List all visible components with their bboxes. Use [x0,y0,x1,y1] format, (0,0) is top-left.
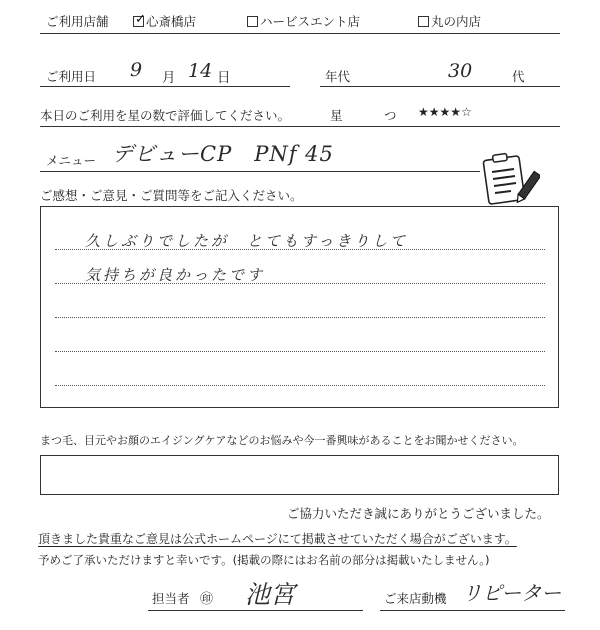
day-unit: 日 [217,70,231,86]
comments-prompt: ご感想・ご意見・ご質問等をご記入ください。 [40,188,303,203]
comment-dotted-line [55,249,545,250]
store-option-label: 丸の内店 [431,14,482,29]
comment-line-2: 気持ちが良かったです [85,266,266,284]
visit-date-label: ご利用日 [46,69,97,84]
store-label: ご利用店舗 [46,14,109,29]
thanks-text: ご協力いただき誠にありがとうございました。 [287,506,550,521]
visit-month-value: 9 [130,59,143,81]
divider [40,171,480,172]
staff-name-value: 池宮 [245,580,296,609]
divider [148,610,363,611]
star-filled-icon[interactable]: ★ [450,105,462,119]
menu-label: メニュー [46,153,97,168]
age-label: 年代 [325,69,351,84]
star-filled-icon[interactable]: ★ [418,105,429,119]
motive-value: リピーター [462,581,562,605]
checkbox[interactable] [247,16,258,27]
star-empty-icon[interactable]: ☆ [461,105,472,119]
star-filled-icon[interactable]: ★ [439,105,451,119]
visit-day-value: 14 [188,60,213,82]
store-option-label: ハービスエント店 [260,14,361,29]
comment-dotted-line [55,385,545,386]
clipboard-pencil-icon [478,152,540,208]
star-filled-icon[interactable]: ★ [428,105,440,119]
divider [320,86,560,87]
age-unit: 代 [512,69,525,84]
interest-prompt: まつ毛、目元やお顔のエイジングケアなどのお悩みや今一番興味があることをお聞かせください。 [40,434,524,447]
menu-value: デビューCP PNf 45 [112,142,334,166]
publication-notice-2: 予めご了承いただけますと幸いです。(掲載の際にはお名前の部分は掲載いたしません。) [38,553,490,567]
store-option-harbis[interactable] [247,12,360,30]
rating-prompt: 本日のご利用を星の数で評価してください。 [40,108,291,123]
checkbox-checked[interactable]: ✓ [135,12,146,27]
divider [40,126,560,127]
rating-label: 星 [330,108,343,123]
comment-dotted-line [55,283,545,284]
seal-mark: ㊞ [200,592,214,607]
staff-label: 担当者 [152,591,190,606]
age-value: 30 [448,60,473,82]
rating-stars[interactable] [418,105,472,119]
comment-dotted-line [55,317,545,318]
store-option-label: 心斎橋店 [146,14,197,29]
store-option-shinsaibashi[interactable] [133,12,196,30]
store-option-marunouchi[interactable] [418,12,481,30]
comment-dotted-line [55,351,545,352]
comment-line-1: 久しぶりでしたが とてもすっきりして [85,232,409,250]
divider [380,610,565,611]
divider [40,33,560,34]
interest-box[interactable] [40,455,559,495]
motive-label: ご来店動機 [384,591,447,606]
checkbox[interactable] [418,16,429,27]
month-unit: 月 [162,70,176,86]
rating-count-label: つ [384,108,397,123]
publication-notice: 頂きました貴重なご意見は公式ホームページにて掲載させていただく場合がございます。 [38,532,517,546]
divider [40,86,290,87]
